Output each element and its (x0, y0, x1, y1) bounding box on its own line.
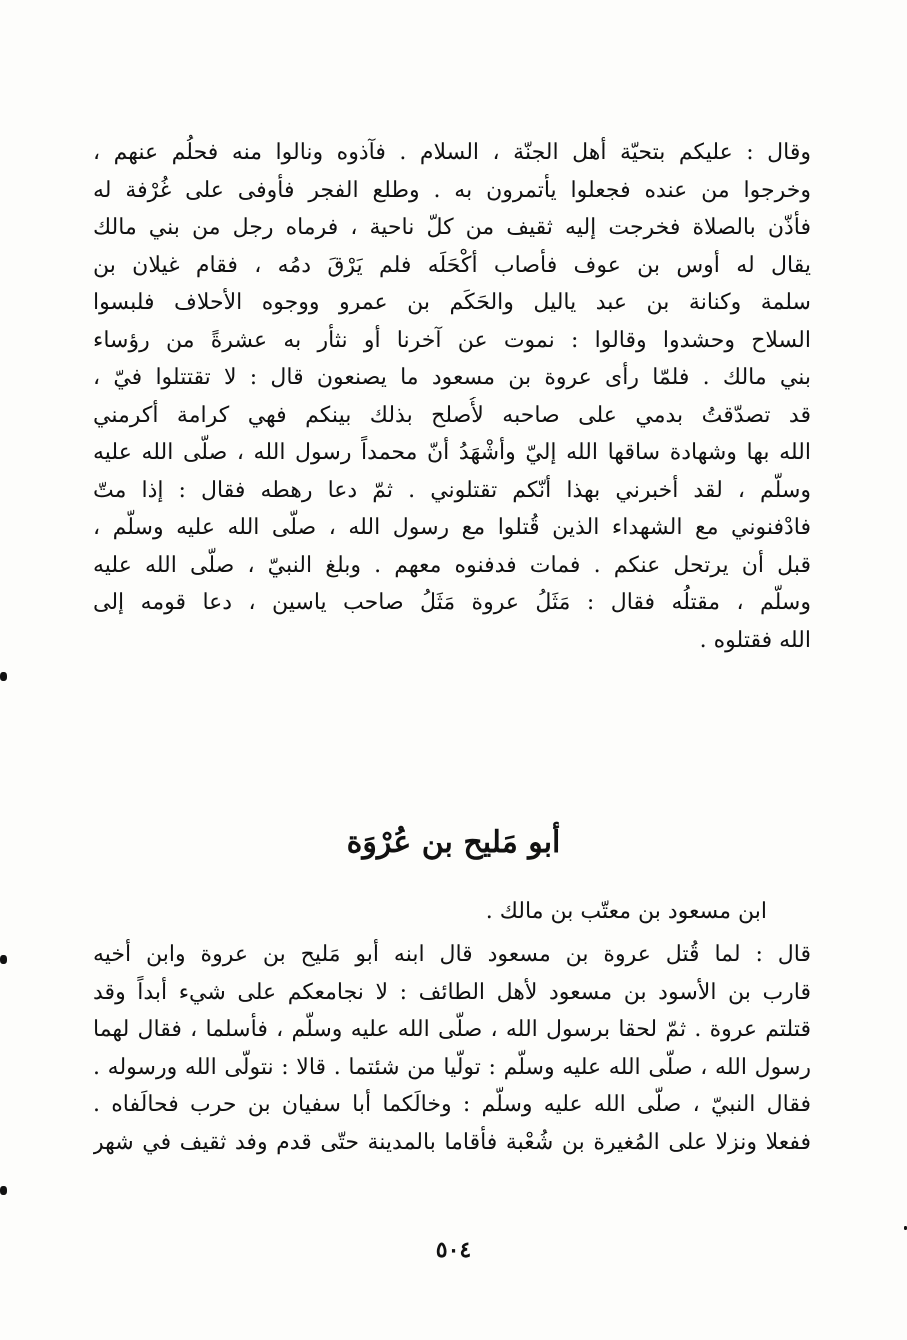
text-line: فأذّن بالصلاة فخرجت إليه ثقيف من كلّ ناحية ، فرماه رجل من بني مالك (93, 215, 811, 240)
text-line: الله فقتلوه . (699, 627, 811, 653)
paragraph-bottom (93, 936, 811, 1161)
margin-mark (0, 672, 7, 681)
text-line: قد تصدّقتُ بدمي على صاحبه لأُصلح بذلك بينكم فهي كرامة أكرمني (93, 402, 811, 428)
section-heading: أبو مَليح بن عُرْوَة (346, 825, 561, 860)
text-line: قال : لما قُتل عروة بن مسعود قال ابنه أبو مَليح بن عروة وابن أخيه (93, 942, 811, 967)
text-line: الله بها وشهادة ساقها الله إليّ وأشْهَدُ أنّ محمداً رسول الله ، صلّى الله عليه (93, 440, 811, 465)
paragraph-top (93, 134, 811, 659)
lineage-line: ابن مسعود بن معتّب بن مالك . (485, 899, 767, 924)
text-line: وخرجوا من عنده فجعلوا يأتمرون به . وطلع الفجر فأوفى على غُرْفة له (93, 177, 811, 203)
text-line: قتلتم عروة . ثمّ لحقا برسول الله ، صلّى الله عليه وسلّم ، فأسلما ، فقال لهما (93, 1017, 811, 1042)
margin-mark (0, 1186, 7, 1195)
page-number: ٥٠٤ (435, 1237, 472, 1263)
text-line: قبل أن يرتحل عنكم . فمات فدفنوه معهم . وبلغ النبيّ ، صلّى الله عليه (93, 552, 811, 578)
text-line: ففعلا ونزلا على المُغيرة بن شُعْبة فأقاما بالمدينة حتّى قدم وفد ثقيف في شهر (93, 1129, 811, 1155)
text-line: قارب بن الأسود بن مسعود لأهل الطائف : لا نجامعكم على شيء أبداً وقد (93, 979, 811, 1005)
text-line: يقال له أوس بن عوف فأصاب أكْحَلَه فلم يَرْقَ دمُه ، فقام غيلان بن (93, 252, 811, 278)
margin-mark (0, 955, 7, 964)
text-line: السلاح وحشدوا وقالوا : نموت عن آخرنا أو نثأر به عشرةً من رؤساء (93, 327, 811, 353)
text-line: سلمة وكنانة بن عبد ياليل والحَكَم بن عمرو ووجوه الأحلاف فلبسوا (93, 290, 811, 315)
text-line: وقال : عليكم بتحيّة أهل الجنّة ، السلام . فآذوه ونالوا منه فحلُم عنهم ، (93, 140, 811, 165)
text-line: فادْفنوني مع الشهداء الذين قُتلوا مع رسول الله ، صلّى الله عليه وسلّم ، (93, 515, 811, 540)
text-line: وسلّم ، مقتلُه فقال : مَثَلُ عروة مَثَلُ صاحب ياسين ، دعا قومه إلى (93, 590, 811, 615)
text-line: رسول الله ، صلّى الله عليه وسلّم : تولّيا من شئتما . قالا : نتولّى الله ورسوله . (93, 1054, 811, 1080)
text-line: وسلّم ، لقد أخبرني بهذا أنّكم تقتلوني . ثمّ دعا رهطه فقال : إذا متّ (93, 477, 811, 503)
text-line: فقال النبيّ ، صلّى الله عليه وسلّم : وخالَكما أبا سفيان بن حرب فحالَفاه . (93, 1092, 811, 1117)
text-line: بني مالك . فلمّا رأى عروة بن مسعود ما يصنعون قال : لا تقتتلوا فيّ ، (93, 365, 811, 390)
